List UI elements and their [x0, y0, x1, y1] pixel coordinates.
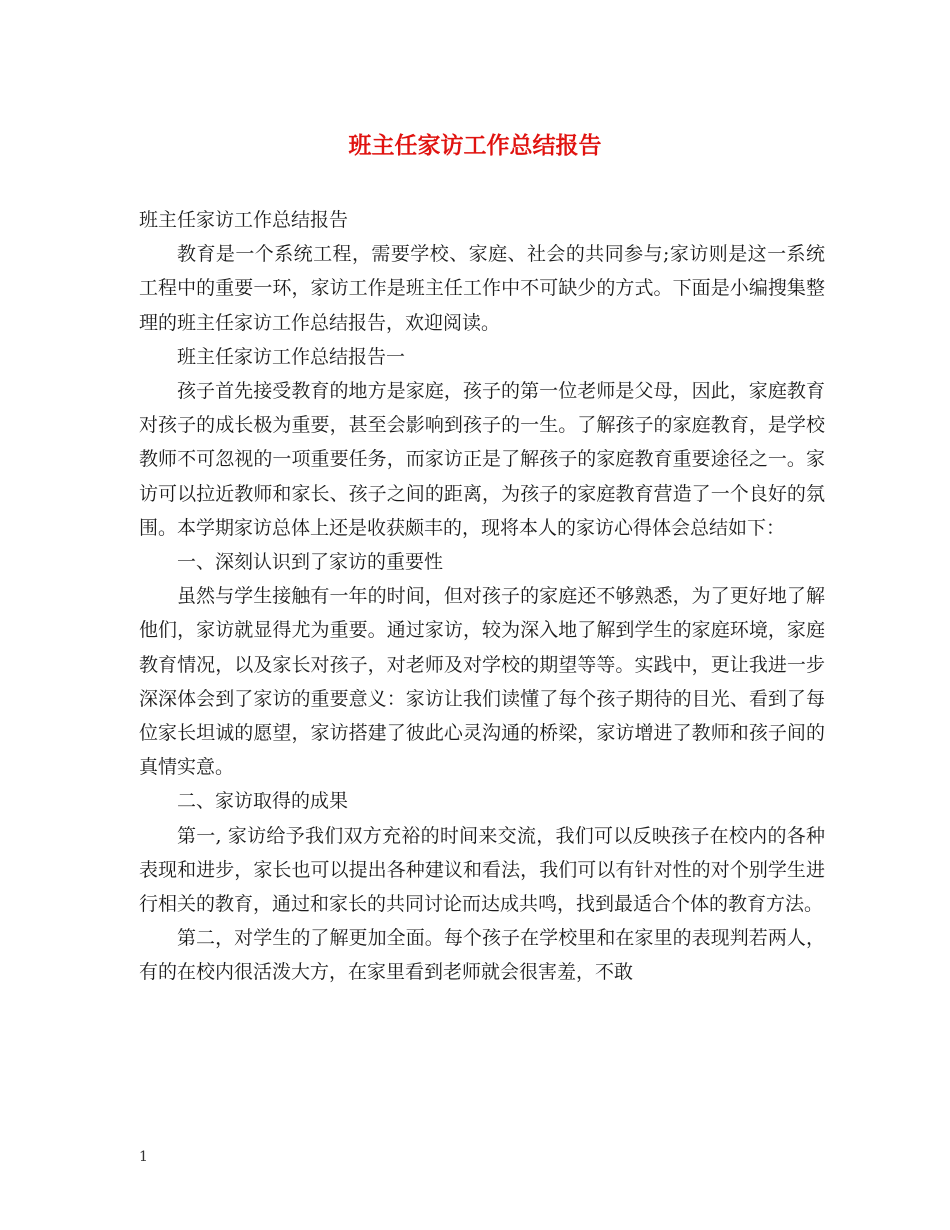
- paragraph-result-second: 第二，对学生的了解更加全面。每个孩子在学校里和在家里的表现判若两人，有的在校内很活泼大方，在家里看到老师就会很害羞，不敢: [139, 927, 825, 984]
- document-body: [139, 203, 825, 990]
- paragraph-family-education: 孩子首先接受教育的地方是家庭，孩子的第一位老师是父母，因此，家庭教育对孩子的成长极为重要，甚至会影响到孩子的一生。了解孩子的家庭教育，是学校教师不可忽视的一项重要任务，而家访正是了解孩子的家庭教育重要途径之一。家访可以拉近教师和家长、孩子之间的距离，为孩子的家庭教育营造了一个良好的氛围。本学期家访总体上还是收获颇丰的，现将本人的家访心得体会总结如下：: [139, 380, 825, 539]
- paragraph-importance: 虽然与学生接触有一年的时间，但对孩子的家庭还不够熟悉，为了更好地了解他们，家访就显得尤为重要。通过家访，较为深入地了解到学生的家庭环境，家庭教育情况，以及家长对孩子，对老师及对学校的期望等等。实践中，更让我进一步深深体会到了家访的重要意义：家访让我们读懂了每个孩子期待的目光、看到了每位家长坦诚的愿望，家访搭建了彼此心灵沟通的桥梁，家访增进了教师和孩子间的真情实意。: [139, 585, 825, 779]
- document-title: 班主任家访工作总结报告: [348, 132, 602, 159]
- section-heading-importance: 一、深刻认识到了家访的重要性: [177, 551, 444, 574]
- paragraph-result-first: 第一, 家访给予我们双方充裕的时间来交流，我们可以反映孩子在校内的各种表现和进步，家长也可以提出各种建议和看法，我们可以有针对性的对个别学生进行相关的教育，通过和家长的共同讨论而达成共鸣，找到最适合个体的教育方法。: [139, 824, 825, 916]
- document-subtitle: 班主任家访工作总结报告: [139, 209, 349, 231]
- paragraph-intro: 教育是一个系统工程，需要学校、家庭、社会的共同参与;家访则是这一系统工程中的重要一环，家访工作是班主任工作中不可缺少的方式。下面是小编搜集整理的班主任家访工作总结报告，欢迎阅读。: [139, 243, 825, 334]
- page-number: 1: [139, 1149, 148, 1165]
- section-heading-results: 二、家访取得的成果: [177, 790, 349, 813]
- section-heading-report-one: 班主任家访工作总结报告一: [177, 345, 406, 368]
